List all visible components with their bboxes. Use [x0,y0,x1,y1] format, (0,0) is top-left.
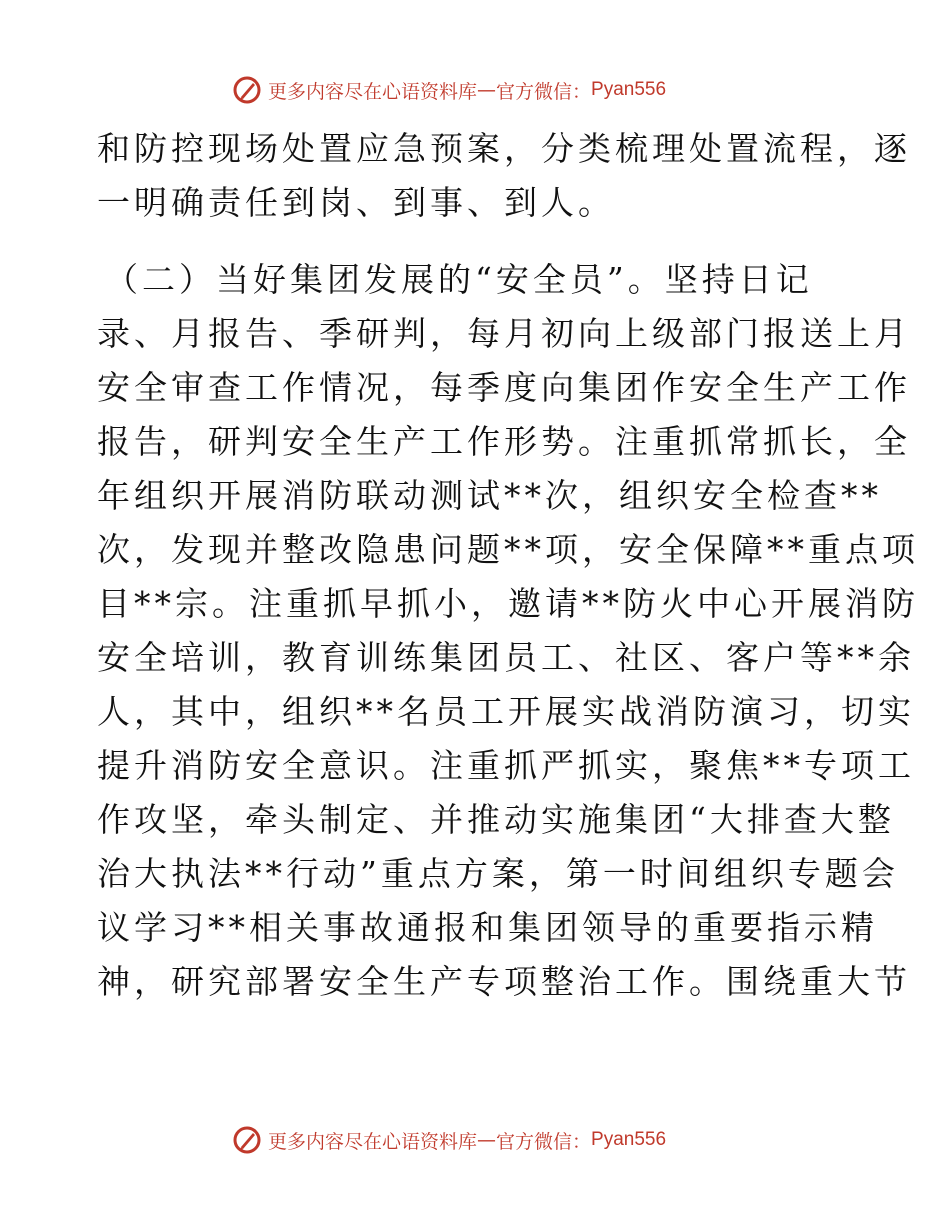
pen-logo-icon [232,75,262,105]
text-line: 一明确责任到岗、到事、到人。 [97,183,615,222]
text-line: 安全审查工作情况，每季度向集团作安全生产工作 [97,368,911,407]
text-line: 报告，研判安全生产工作形势。注重抓常抓长，全 [97,422,911,461]
text-line: 次，发现并整改隐患问题**项，安全保障**重点项 [97,530,919,569]
text-line: 人，其中，组织**名员工开展实战消防演习，切实 [97,692,915,731]
watermark-wechat-id: Pyan556 [591,1129,667,1150]
paragraph-2 [97,253,919,1009]
text-line: 提升消防安全意识。注重抓严抓实，聚焦**专项工 [97,746,915,785]
text-line: 神，研究部署安全生产专项整治工作。围绕重大节 [97,962,911,1001]
watermark-separator: — [477,1129,497,1151]
footer-watermark [232,1123,666,1157]
paragraph-1 [97,122,911,230]
pen-logo-icon [232,1125,262,1155]
text-line: 作攻坚，牵头制定、并推动实施集团“大排查大整 [97,800,895,839]
header-watermark [232,73,666,107]
watermark-wechat-id: Pyan556 [591,79,667,100]
watermark-separator: — [477,79,497,101]
text-line: 治大执法**行动”重点方案，第一时间组织专题会 [97,854,899,893]
document-body [97,122,919,1009]
text-line: 年组织开展消防联动测试**次，组织安全检查** [97,476,882,515]
text-line: 安全培训，教育训练集团员工、社区、客户等**余 [97,638,915,677]
watermark-wechat-label: 官方微信： [496,80,592,103]
text-line: 目**宗。注重抓早抓小，邀请**防火中心开展消防 [97,584,919,623]
watermark-text: 更多内容尽在心语资料库 [268,80,478,103]
watermark-text: 更多内容尽在心语资料库 [268,1130,478,1153]
text-line: 议学习**相关事故通报和集团领导的重要指示精 [97,908,878,947]
watermark-wechat-label: 官方微信： [496,1130,592,1153]
paragraph-gap [97,230,857,253]
text-line: 录、月报告、季研判，每月初向上级部门报送上月 [97,314,911,353]
section-heading-line: （二）当好集团发展的“安全员”。坚持日记 [105,260,813,299]
text-line: 和防控现场处置应急预案，分类梳理处置流程，逐 [97,129,911,168]
